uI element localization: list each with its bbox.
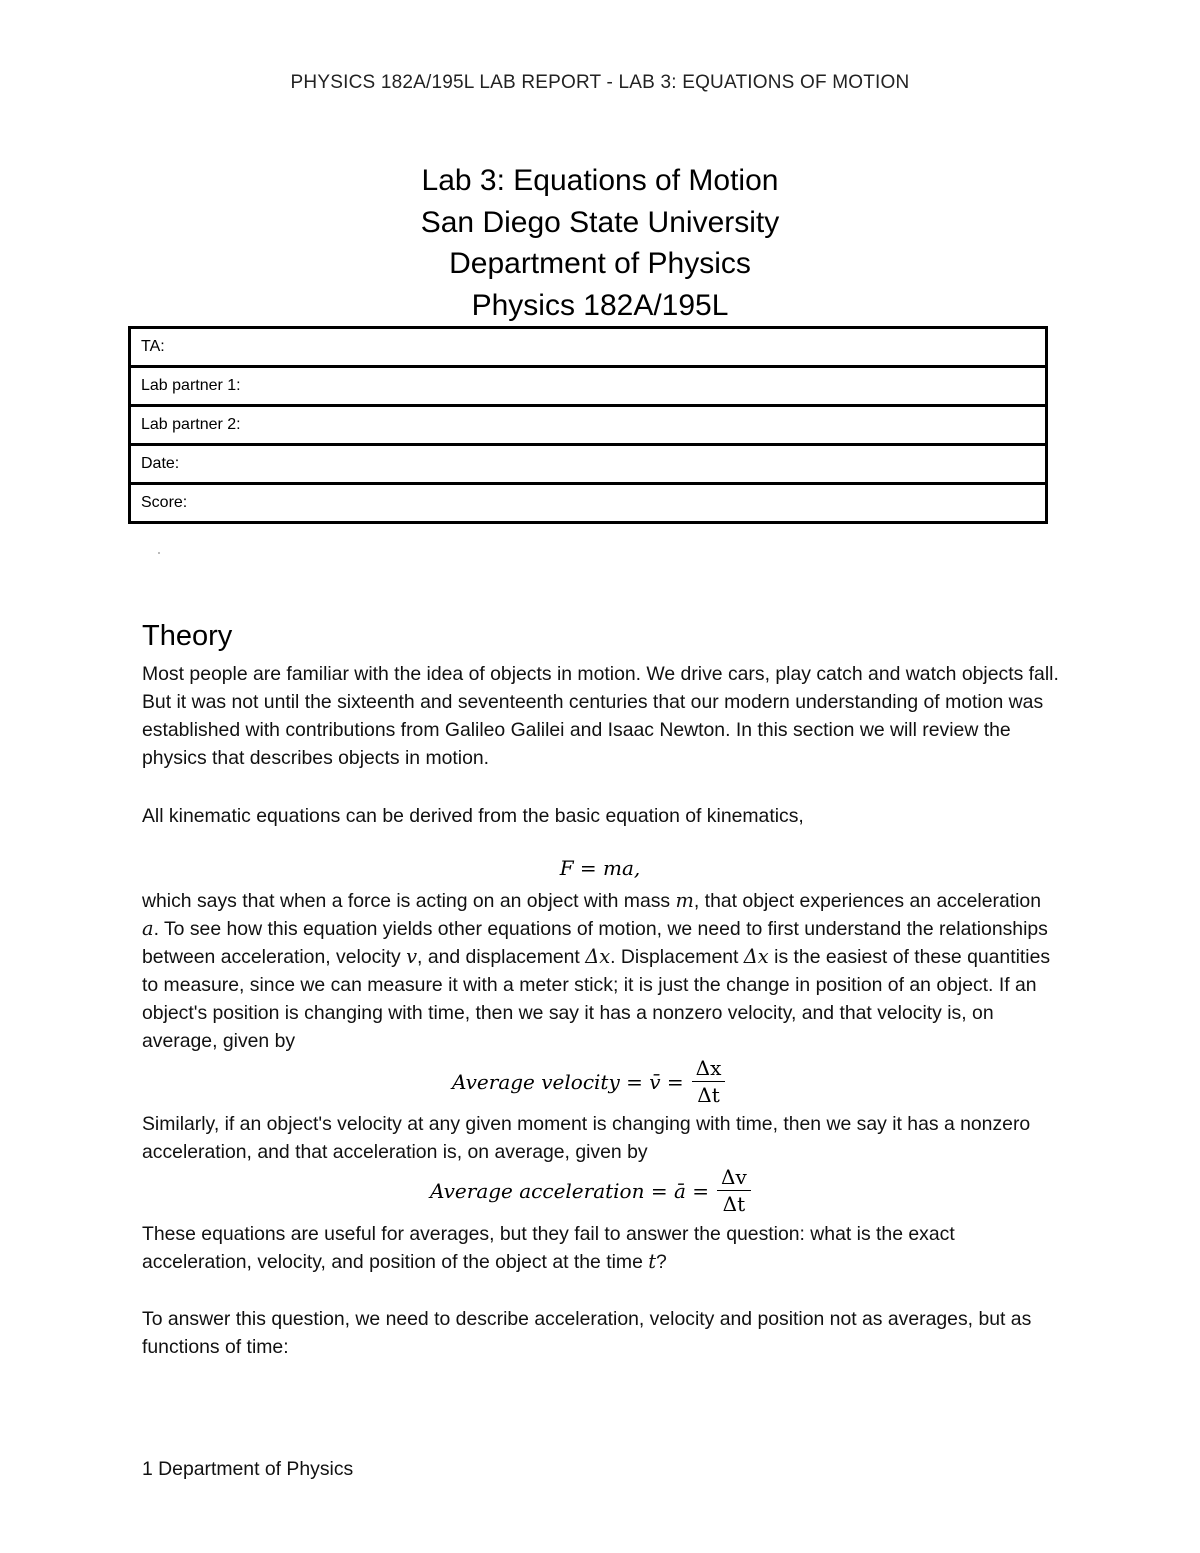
- math-m: m: [675, 889, 694, 912]
- university-name: San Diego State University: [420, 205, 780, 239]
- section-heading-theory: Theory: [142, 620, 233, 652]
- info-label: Date:: [130, 445, 1047, 484]
- equation-average-acceleration: [430, 1164, 751, 1217]
- paragraph-acceleration: Similarly, if an object's velocity at any given moment is changing with time, then we say it has a nonzero acceleration, and that acceleration is, on average, given by: [142, 1113, 1031, 1163]
- info-label: Score:: [130, 484, 1047, 523]
- text-run: is the easiest of these quantities to measure, since we can measure it with a meter stick; it is just the change in position of an object. If an object's position is changing with time, then we say it has a nonzero velocity, and that velocity is, on average, given by: [142, 946, 1051, 1052]
- math-v: v: [406, 945, 418, 968]
- math-t: t: [648, 1250, 657, 1273]
- fraction-denominator: Δt: [722, 1192, 746, 1216]
- course-name: Physics 182A/195L: [471, 288, 729, 322]
- lab-title: Lab 3: Equations of Motion: [421, 164, 779, 197]
- text-run: These equations are useful for averages, but they fail to answer the question: what is the exact acceleration, velocity, and position of the object at the time: [142, 1223, 955, 1273]
- info-label: Lab partner 2:: [130, 406, 1047, 445]
- equation-average-velocity: [452, 1055, 725, 1108]
- paragraph-functions-of-time: To answer this question, we need to describe acceleration, velocity and position not as averages, but as functions of time:: [142, 1308, 1032, 1358]
- fraction-numerator: Δx: [692, 1055, 726, 1082]
- page-footer: 1 Department of Physics: [142, 1458, 354, 1480]
- math-a: a: [142, 917, 154, 940]
- fraction: [692, 1055, 726, 1108]
- fraction-denominator: Δt: [697, 1083, 720, 1107]
- math-delta-x: Δx: [585, 945, 611, 968]
- running-header: PHYSICS 182A/195L LAB REPORT - LAB 3: EQUATIONS OF MOTION: [290, 72, 910, 93]
- info-row-partner-1: [130, 367, 1047, 406]
- paragraph-averages: [142, 1220, 1062, 1276]
- stray-dot: [158, 552, 160, 554]
- paragraph-intro: Most people are familiar with the idea of objects in motion. We drive cars, play catch and watch objects fall. But it was not until the sixteenth and seventeenth centuries that our modern understanding of motion was established with contributions from Galileo Galilei and Isaac Newton. In this section we will review the physics that describes objects in motion.: [142, 663, 1059, 769]
- info-row-score: [130, 484, 1047, 523]
- equation-newton: F = ma,: [559, 856, 641, 880]
- department-name: Department of Physics: [449, 247, 751, 280]
- info-label: TA:: [130, 328, 1047, 367]
- text-run: , that object experiences an acceleration: [693, 890, 1041, 912]
- text-run: ?: [656, 1251, 667, 1273]
- text-run: , and displacement: [417, 946, 586, 968]
- paragraph-force: [142, 887, 1062, 1055]
- info-table: [128, 326, 1048, 524]
- info-row-partner-2: [130, 406, 1047, 445]
- text-run: . Displacement: [610, 946, 744, 968]
- math-delta-x: Δx: [743, 945, 769, 968]
- info-row-ta: [130, 328, 1047, 367]
- title-block: [0, 160, 1200, 326]
- text-run: . To see how this equation yields other equations of motion, we need to first understand the relationships between acceleration, velocity: [142, 918, 1048, 968]
- text-run: which says that when a force is acting on an object with mass: [142, 890, 676, 912]
- fraction: [717, 1164, 751, 1217]
- equation-lhs: Average velocity = v̄ =: [452, 1069, 684, 1094]
- equation-lhs: Average acceleration = ā =: [430, 1178, 709, 1203]
- info-label: Lab partner 1:: [130, 367, 1047, 406]
- paragraph-kinematics: All kinematic equations can be derived from the basic equation of kinematics,: [142, 805, 804, 827]
- fraction-numerator: Δv: [717, 1164, 751, 1191]
- info-row-date: [130, 445, 1047, 484]
